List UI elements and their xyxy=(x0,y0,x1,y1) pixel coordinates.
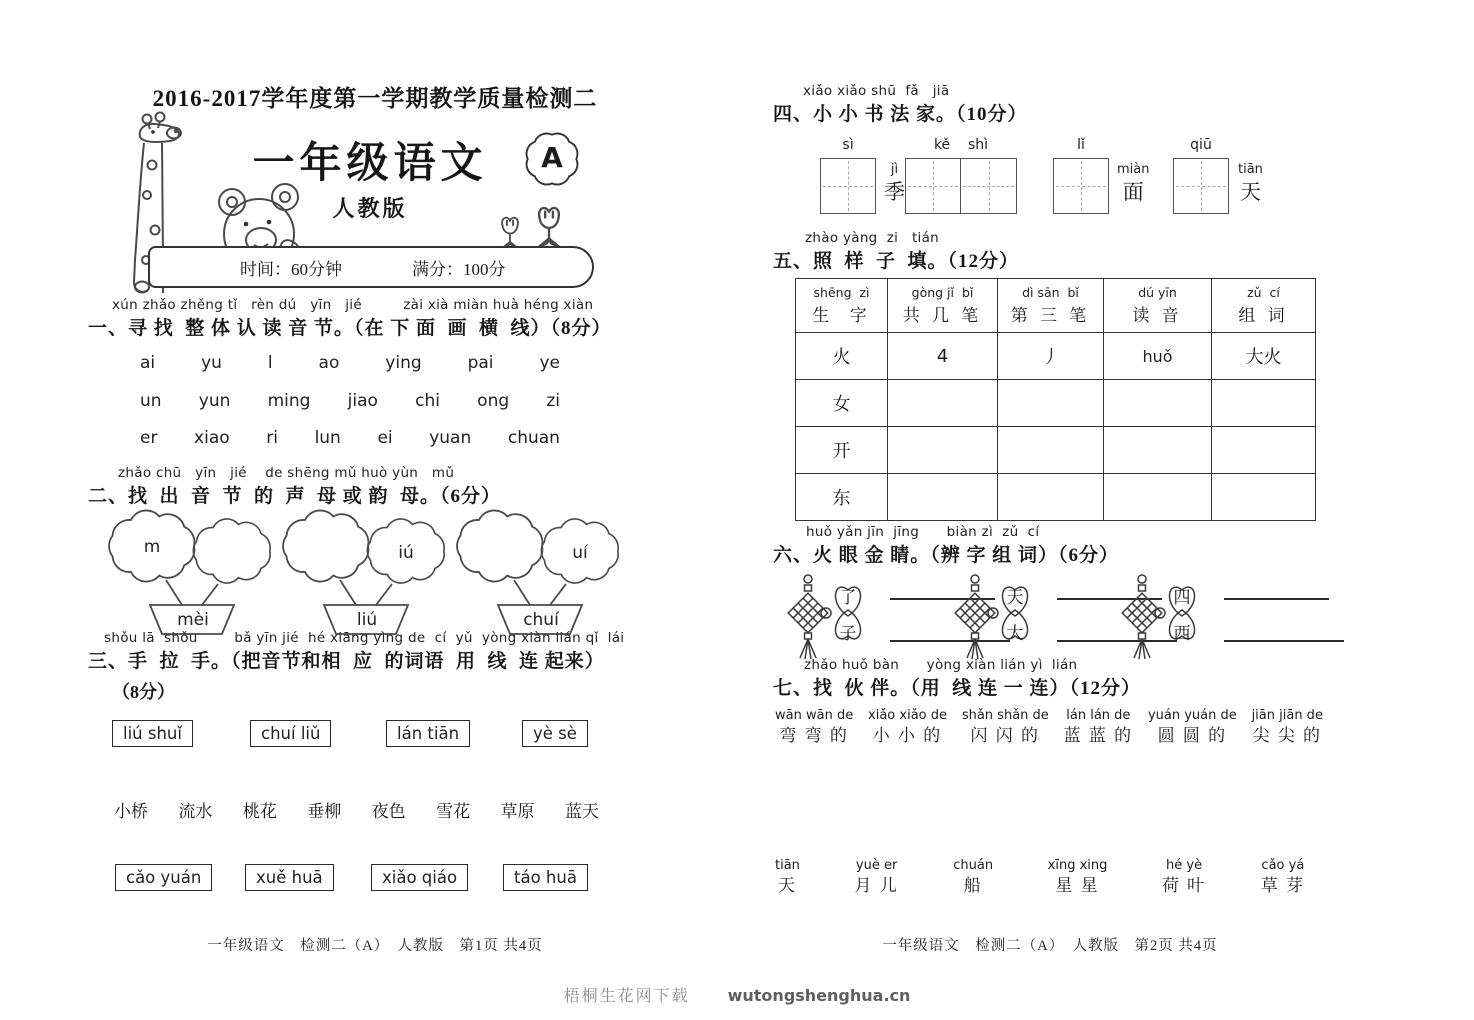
fill-table xyxy=(795,278,1316,521)
match-item[interactable]: yuè er 月 儿 xyxy=(854,858,899,895)
cell[interactable] xyxy=(998,380,1104,427)
match-item[interactable]: yuán yuán de 圆 圆 的 xyxy=(1147,708,1237,745)
pot-label: mèi xyxy=(177,610,209,630)
page2-footer: 一年级语文 检测二（A） 人教版 第2页 共4页 xyxy=(882,938,1218,954)
cell[interactable] xyxy=(1104,427,1212,474)
syllable: ri xyxy=(266,428,278,448)
pot-label: chuí xyxy=(523,610,559,630)
side-pinyin: jì xyxy=(890,162,899,177)
section2-title: 二、找 出 音 节 的 声 母 或 韵 母。（6分） xyxy=(88,486,502,507)
side-char: 面 xyxy=(1122,179,1144,204)
word-row xyxy=(114,797,599,822)
edition-label: 人教版 xyxy=(332,196,408,221)
syllable: lun xyxy=(314,428,341,448)
pinyin-box: xuě huā xyxy=(245,864,334,891)
word: 流水 xyxy=(178,802,213,821)
tianzige-cell xyxy=(961,158,1017,214)
syllable: yun xyxy=(198,391,231,411)
syllable: er xyxy=(140,428,158,448)
char-bottom: 西 xyxy=(1173,624,1191,643)
chinese-knot-hearts-icon xyxy=(1120,566,1220,661)
grid3-side-label xyxy=(1117,163,1149,204)
match-item[interactable]: xiǎo xiǎo de 小 小 的 xyxy=(868,708,947,745)
syllable: yuan xyxy=(429,428,472,448)
match-item[interactable]: lán lán de 蓝 蓝 的 xyxy=(1063,708,1134,745)
table-header-row xyxy=(796,279,1316,333)
time-label: 时间：60分钟 xyxy=(240,259,342,279)
section4-title: 四、小 小 书 法 家。（10分） xyxy=(773,104,1028,125)
cell: 开 xyxy=(796,427,888,474)
cell: 东 xyxy=(796,474,888,521)
grid4-pinyin: qiū xyxy=(1190,137,1212,153)
noun-row xyxy=(775,858,1305,896)
side-pinyin: miàn xyxy=(1117,162,1150,177)
grid4-side-label xyxy=(1238,163,1263,204)
syllable: ming xyxy=(267,391,311,411)
char-bottom: 大 xyxy=(1006,624,1024,643)
answer-line[interactable] xyxy=(1224,598,1329,600)
match-item[interactable]: chuán 船 xyxy=(953,858,994,895)
syllable: zi xyxy=(546,391,560,411)
pinyin-box: yè sè xyxy=(522,720,588,747)
word: 夜色 xyxy=(371,802,406,821)
grid1-pinyin: sì xyxy=(842,137,854,153)
syllable: ao xyxy=(318,353,340,373)
cell[interactable] xyxy=(1104,474,1212,521)
cell[interactable] xyxy=(1212,474,1316,521)
syllable: pai xyxy=(467,353,494,373)
match-item[interactable]: jiān jiān de 尖 尖 的 xyxy=(1251,708,1323,745)
chinese-knot-hearts-icon xyxy=(786,566,886,661)
cell[interactable] xyxy=(998,427,1104,474)
page-title: 一年级语文 xyxy=(252,141,488,187)
syllable: jiao xyxy=(347,391,378,411)
exam-info-banner xyxy=(148,246,594,288)
cell: 4 xyxy=(888,333,998,380)
col-header: zǔ cí 组 词 xyxy=(1212,279,1316,333)
char-top: 天 xyxy=(1006,588,1024,607)
table-row xyxy=(796,427,1316,474)
badge-letter: A xyxy=(541,141,563,174)
syllable: xiao xyxy=(194,428,230,448)
section7-title: 七、找 伙 伴。（用 线 连 一 连）（12分） xyxy=(773,678,1142,699)
writing-grid-4 xyxy=(1173,158,1229,214)
table-row xyxy=(796,333,1316,380)
flowerpot-group-1 xyxy=(100,508,290,636)
syllable: l xyxy=(267,353,273,373)
cell: huǒ xyxy=(1104,333,1212,380)
section6-title: 六、火 眼 金 睛。（辨 字 组 词）（6分） xyxy=(773,545,1120,566)
section3-pinyin: shǒu lā shǒu bǎ yīn jié hé xiāng yìng de cí yǔ yòng xiàn lián qǐ lái xyxy=(104,630,625,646)
section4-pinyin: xiǎo xiǎo shū fǎ jiā xyxy=(803,83,950,99)
syllable: ei xyxy=(377,428,393,448)
version-badge xyxy=(520,127,584,191)
writing-grid-3 xyxy=(1053,158,1109,214)
col-header: dì sān bǐ 第 三 笔 xyxy=(998,279,1104,333)
syllable: ye xyxy=(539,353,560,373)
watermark-cn: 梧桐生花网下载 xyxy=(563,988,690,1005)
tianzige-cell xyxy=(905,158,961,214)
word: 小桥 xyxy=(114,802,148,821)
flowerpot-group-2 xyxy=(274,508,464,636)
grid1-side-label xyxy=(884,163,905,204)
section1-pinyin: xún zhǎo zhěng tǐ rèn dú yīn jié zài xià miàn huà héng xiàn xyxy=(112,297,594,313)
word: 垂柳 xyxy=(307,802,342,821)
syllable: chuan xyxy=(507,428,560,448)
col-header: dú yīn 读 音 xyxy=(1104,279,1212,333)
pinyin-box: lán tiān xyxy=(386,720,470,747)
cell: 丿 xyxy=(998,333,1104,380)
char-top: 了 xyxy=(839,588,857,607)
section7-pinyin: zhǎo huǒ bàn yòng xiàn lián yì lián xyxy=(804,657,1078,673)
match-item[interactable]: tiān 天 xyxy=(775,858,800,895)
watermark-site: wutongshenghua.cn xyxy=(727,986,911,1005)
cell[interactable] xyxy=(888,474,998,521)
cell[interactable] xyxy=(888,380,998,427)
cell[interactable] xyxy=(1212,427,1316,474)
flower-label-right: uí xyxy=(572,543,588,563)
match-item[interactable]: xīng xing 星 星 xyxy=(1047,858,1108,895)
page1-footer: 一年级语文 检测二（A） 人教版 第1页 共4页 xyxy=(207,938,543,954)
col-header: shēng zì 生 字 xyxy=(796,279,888,333)
syllable: ying xyxy=(385,353,422,373)
tianzige-cell xyxy=(1053,158,1109,214)
syllable: un xyxy=(140,391,162,411)
section5-title: 五、照 样 子 填。（12分） xyxy=(773,251,1020,272)
syllable: ai xyxy=(140,353,156,373)
word: 雪花 xyxy=(436,802,471,821)
match-item[interactable]: wān wān de 弯 弯 的 xyxy=(775,708,854,745)
pot-label: liú xyxy=(356,610,378,630)
pinyin-box: cǎo yuán xyxy=(115,864,212,891)
pinyin-box: liú shuǐ xyxy=(112,720,193,747)
cell: 女 xyxy=(796,380,888,427)
syllable: ong xyxy=(477,391,510,411)
match-item[interactable]: shǎn shǎn de 闪 闪 的 xyxy=(961,708,1049,745)
grid2-pinyin: kě shì xyxy=(933,137,989,153)
section6-pinyin: huǒ yǎn jīn jīng biàn zì zǔ cí xyxy=(806,524,1040,540)
grid3-pinyin: lǐ xyxy=(1077,137,1085,153)
word: 草原 xyxy=(500,802,535,821)
word: 桃花 xyxy=(242,802,277,821)
match-item[interactable]: cǎo yá 草 芽 xyxy=(1260,858,1305,895)
side-char: 天 xyxy=(1239,179,1261,204)
section5-pinyin: zhào yàng zi tián xyxy=(805,230,940,246)
section3-title: 三、手 拉 手。（把音节和相 应 的词语 用 线 连 起来） xyxy=(88,651,605,672)
knot-pair-3 xyxy=(1120,566,1352,661)
writing-grid-1 xyxy=(820,158,876,214)
pinyin-box: táo huā xyxy=(503,864,588,891)
answer-line[interactable] xyxy=(1224,640,1344,642)
tulip-large-icon xyxy=(531,202,567,250)
word: 蓝天 xyxy=(564,802,599,821)
section2-pinyin: zhǎo chū yīn jié de shēng mǔ huò yùn mǔ xyxy=(118,465,455,481)
cell: 火 xyxy=(796,333,888,380)
section3-score: （8分） xyxy=(112,682,175,702)
col-header: gòng jǐ bǐ 共 几 笔 xyxy=(888,279,998,333)
watermark xyxy=(0,983,1474,1006)
syllable: chi xyxy=(415,391,440,411)
adjective-row xyxy=(775,708,1323,746)
fullscore-label: 满分：100分 xyxy=(412,259,506,279)
flower-label-right: iú xyxy=(398,543,414,563)
syllable-row-2 xyxy=(140,391,560,411)
flowerpot-group-3 xyxy=(448,508,638,636)
pinyin-box: xiǎo qiáo xyxy=(371,864,468,891)
cell[interactable] xyxy=(888,427,998,474)
char-bottom: 子 xyxy=(839,624,857,643)
match-item[interactable]: hé yè 荷 叶 xyxy=(1161,858,1207,895)
table-row xyxy=(796,474,1316,521)
chinese-knot-hearts-icon xyxy=(953,566,1053,661)
syllable-row-1 xyxy=(140,353,560,373)
flower-label-left: m xyxy=(143,537,161,557)
side-pinyin: tiān xyxy=(1238,162,1263,177)
writing-grid-2 xyxy=(905,158,1017,214)
char-top: 四 xyxy=(1173,588,1191,607)
cell[interactable] xyxy=(998,474,1104,521)
cell[interactable] xyxy=(1104,380,1212,427)
exam-title: 2016-2017学年度第一学期教学质量检测二 xyxy=(152,86,598,111)
pinyin-box: chuí liǔ xyxy=(250,720,331,747)
tianzige-cell xyxy=(820,158,876,214)
syllable: yu xyxy=(201,353,222,373)
section1-title: 一、寻 找 整 体 认 读 音 节。（在 下 面 画 横 线）（8分） xyxy=(88,318,612,339)
tianzige-cell xyxy=(1173,158,1229,214)
side-char: 季 xyxy=(884,179,905,204)
cell: 大火 xyxy=(1212,333,1316,380)
syllable-row-3 xyxy=(140,428,560,448)
table-row xyxy=(796,380,1316,427)
cell[interactable] xyxy=(1212,380,1316,427)
